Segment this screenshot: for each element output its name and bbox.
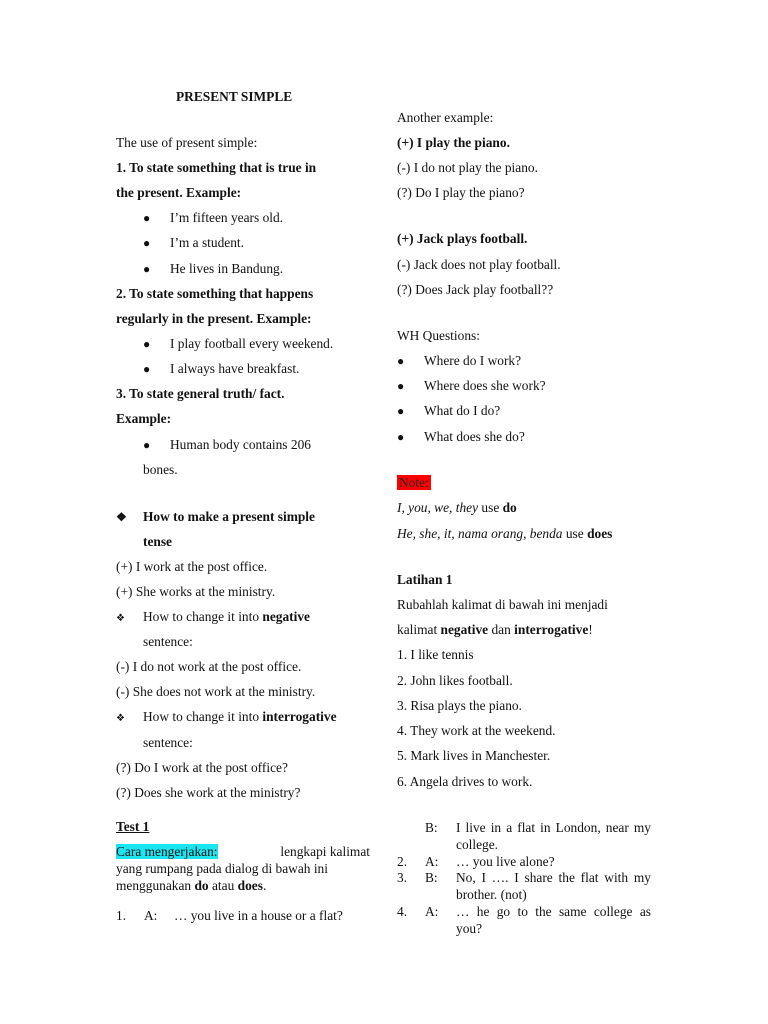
latihan-text: kalimat: [397, 622, 441, 637]
exercise-item: 2. John likes football.: [397, 673, 513, 688]
wh-item: ● What do I do?: [424, 402, 500, 420]
wh-heading: WH Questions:: [397, 328, 480, 343]
does-keyword: does: [237, 878, 263, 893]
negative-change-text: How to change it into: [143, 609, 263, 624]
dialog-number: 4.: [397, 904, 408, 919]
page-title: PRESENT SIMPLE: [176, 89, 293, 104]
note-keyword: do: [502, 500, 517, 515]
dialog-text: I live in a flat in London, near my college.: [456, 820, 651, 852]
list-item: ● I play football every weekend.: [170, 335, 333, 353]
instructions-line-1: [116, 843, 370, 861]
negative-keyword: negative: [262, 609, 310, 624]
note-line-1: [397, 499, 517, 517]
exercise-item: 3. Risa plays the piano.: [397, 698, 522, 713]
note-text: use: [562, 526, 588, 541]
dialog-speaker: A:: [425, 854, 439, 869]
wh-item: ● Where does she work?: [424, 377, 546, 395]
small-diamond-icon: ❖: [116, 613, 125, 624]
negative-example: (-) I do not work at the post office.: [116, 659, 302, 674]
wh-item: ● What does she do?: [424, 428, 525, 446]
negative-change-cont: sentence:: [143, 634, 193, 649]
how-to-make-heading: [116, 508, 315, 526]
list-item: ● He lives in Bandung.: [170, 260, 283, 278]
dialog-text: … you live in a house or a flat?: [174, 908, 343, 923]
dialog-speaker: A:: [425, 904, 439, 919]
latihan-instruction: Rubahlah kalimat di bawah ini menjadi: [397, 597, 608, 612]
interrogative-change-cont: sentence:: [143, 735, 193, 750]
example-positive: (+) I play the piano.: [397, 135, 510, 150]
exercise-item: 4. They work at the weekend.: [397, 723, 556, 738]
section-3-heading-cont: Example:: [116, 411, 172, 426]
instructions-text: menggunakan: [116, 878, 195, 893]
dialog-line: [116, 907, 343, 925]
section-1-heading: 1. To state something that is true in: [116, 160, 317, 175]
note-pronouns: He, she, it, nama orang, benda: [397, 526, 563, 541]
wh-item: ● Where do I work?: [424, 352, 521, 370]
example-negative: (-) Jack does not play football.: [397, 257, 561, 272]
do-keyword: do: [194, 878, 209, 893]
question-example: (?) Do I work at the post office?: [116, 760, 288, 775]
note-highlight: Note:: [399, 475, 429, 490]
note-pronouns: I, you, we, they: [397, 500, 479, 515]
note-text: use: [478, 500, 503, 515]
positive-example: (+) I work at the post office.: [116, 559, 268, 574]
instructions-highlight: Cara mengerjakan:: [116, 844, 218, 859]
instructions-line-3: [116, 877, 266, 895]
negative-keyword: negative: [440, 622, 489, 637]
how-to-make-heading-cont: tense: [143, 534, 173, 549]
latihan-title: Latihan 1: [397, 572, 453, 587]
list-item: ● Human body contains 206: [170, 436, 311, 454]
list-item: ● I always have breakfast.: [170, 360, 299, 378]
dialog-number: 1.: [116, 908, 127, 923]
dialog-text: … you live alone?: [456, 854, 555, 869]
diamond-icon: ❖: [116, 510, 127, 524]
example-question: (?) Do I play the piano?: [397, 185, 525, 200]
list-item-cont: bones.: [143, 462, 178, 477]
negative-change-heading: [116, 608, 310, 628]
dialog-text: … he go to the same college as you?: [456, 904, 651, 936]
note-keyword: does: [587, 526, 613, 541]
test-title: Test 1: [116, 819, 150, 834]
instructions-line-2: yang rumpang pada dialog di bawah ini: [116, 861, 328, 876]
note-line-2: [397, 525, 612, 543]
dialog-number: 3.: [397, 870, 408, 885]
interrogative-change-heading: [116, 708, 337, 728]
question-example: (?) Does she work at the ministry?: [116, 785, 301, 800]
latihan-text: !: [588, 622, 593, 637]
dialog-number: 2.: [397, 854, 408, 869]
latihan-instruction-cont: [397, 621, 593, 639]
dialog-text: No, I …. I share the flat with my brother. (not): [456, 870, 651, 902]
dialog-speaker: B:: [425, 870, 438, 885]
negative-example: (-) She does not work at the ministry.: [116, 684, 316, 699]
section-2-heading-cont: regularly in the present. Example:: [116, 311, 312, 326]
exercise-item: 6. Angela drives to work.: [397, 774, 533, 789]
instructions-text: lengkapi kalimat: [280, 844, 370, 859]
interrogative-keyword: interrogative: [262, 709, 337, 724]
list-item: ● I’m fifteen years old.: [170, 209, 283, 227]
another-example-heading: Another example:: [397, 110, 494, 125]
section-3-heading: 3. To state general truth/ fact.: [116, 386, 285, 401]
list-item: ● I’m a student.: [170, 234, 244, 252]
note-label: [397, 474, 431, 492]
instructions-text: atau: [208, 878, 238, 893]
dialog-speaker: A:: [144, 908, 158, 923]
exercise-item: 1. I like tennis: [397, 647, 474, 662]
section-1-heading-cont: the present. Example:: [116, 185, 242, 200]
example-positive: (+) Jack plays football.: [397, 231, 528, 246]
example-negative: (-) I do not play the piano.: [397, 160, 538, 175]
instructions-text: .: [262, 878, 267, 893]
dialog-speaker: B:: [425, 820, 438, 835]
example-question: (?) Does Jack play football??: [397, 282, 554, 297]
interrogative-change-text: How to change it into: [143, 709, 263, 724]
how-to-make-text: How to make a present simple: [143, 509, 315, 524]
interrogative-keyword: interrogative: [514, 622, 589, 637]
section-2-heading: 2. To state something that happens: [116, 286, 314, 301]
latihan-text: dan: [488, 622, 515, 637]
exercise-item: 5. Mark lives in Manchester.: [397, 748, 551, 763]
small-diamond-icon: ❖: [116, 713, 125, 724]
use-heading: The use of present simple:: [116, 135, 258, 150]
positive-example: (+) She works at the ministry.: [116, 584, 276, 599]
